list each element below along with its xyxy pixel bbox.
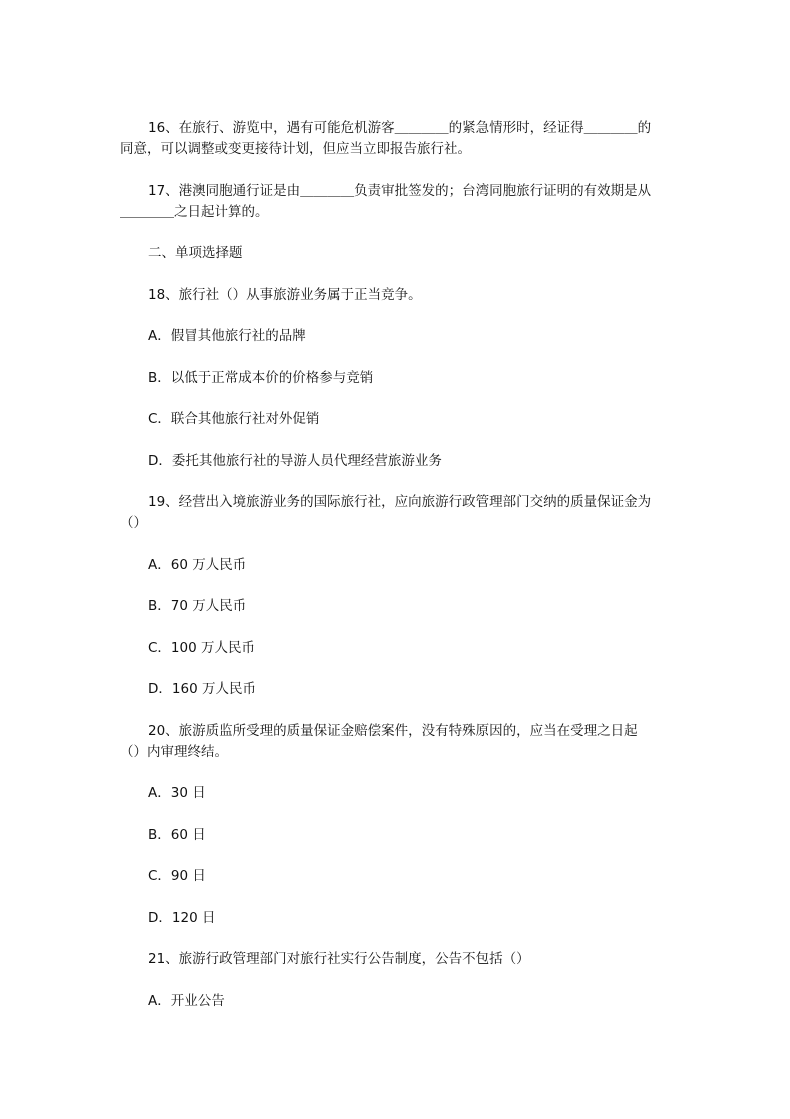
text-line: ＿＿＿＿之日起计算的。 [120,203,269,220]
text-line: C．90 日 [148,868,206,884]
paragraph [120,555,680,576]
paragraph [120,825,680,846]
text-line: 16、在旅行、游览中，遇有可能危机游客＿＿＿＿的紧急情形时，经证得＿＿＿＿的 [148,120,652,136]
paragraph [120,181,680,223]
paragraph [120,866,680,887]
text-line: D．120 日 [148,909,216,926]
text-line: 21、旅游行政管理部门对旅行社实行公告制度，公告不包括（） [148,951,530,967]
paragraph [120,409,680,430]
text-line: （）内审理终结。 [120,743,228,760]
text-line: C．100 万人民币 [148,639,255,656]
paragraph [120,243,680,264]
text-line: B．以低于正常成本价的价格参与竞销 [148,369,374,386]
paragraph [120,326,680,347]
text-line: B．70 万人民币 [148,598,247,614]
document-body [120,118,680,1032]
paragraph [120,451,680,472]
paragraph [120,596,680,617]
paragraph [120,679,680,700]
text-line: 17、港澳同胞通行证是由＿＿＿＿负责审批签发的；台湾同胞旅行证明的有效期是从 [148,182,652,199]
text-line: D．160 万人民币 [148,681,256,697]
paragraph [120,638,680,659]
text-line: 19、经营出入境旅游业务的国际旅行社，应向旅游行政管理部门交纳的质量保证金为 [148,494,652,510]
text-line: A．假冒其他旅行社的品牌 [148,328,306,344]
paragraph [120,949,680,970]
text-line: 18、旅行社（）从事旅游业务属于正当竞争。 [148,286,422,303]
text-line: A．60 万人民币 [148,556,247,573]
paragraph [120,908,680,929]
text-line: 二、单项选择题 [148,245,243,261]
paragraph [120,783,680,804]
text-line: D．委托其他旅行社的导游人员代理经营旅游业务 [148,452,442,469]
text-line: B．60 日 [148,826,206,843]
text-line: 同意，可以调整或变更接待计划，但应当立即报告旅行社。 [120,141,471,157]
text-line: 20、旅游质监所受理的质量保证金赔偿案件，没有特殊原因的，应当在受理之日起 [148,722,638,739]
paragraph [120,118,680,160]
text-line: C．联合其他旅行社对外促销 [148,411,320,427]
text-line: A．30 日 [148,785,206,801]
paragraph [120,492,680,534]
paragraph [120,721,680,763]
paragraph [120,991,680,1012]
paragraph [120,285,680,306]
paragraph [120,368,680,389]
text-line: （） [120,515,147,531]
text-line: A．开业公告 [148,992,225,1009]
